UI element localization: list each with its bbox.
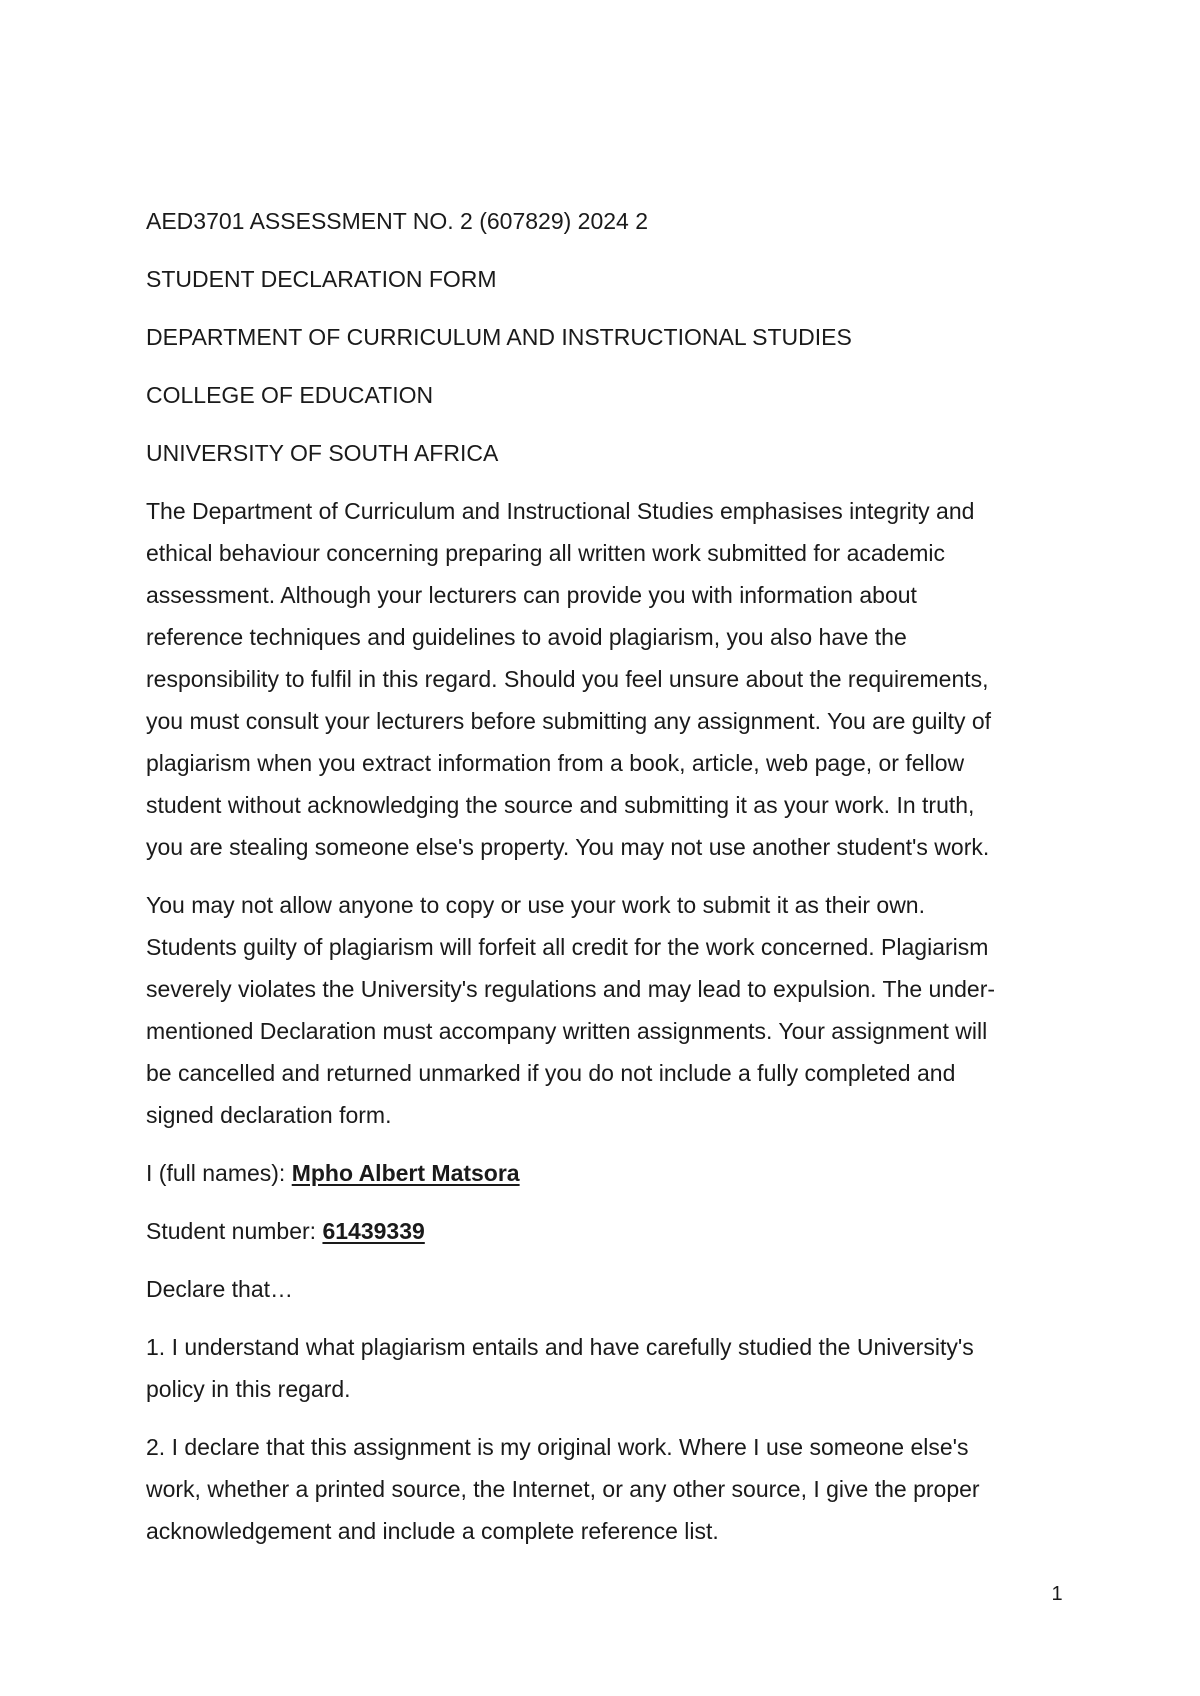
student-number-field [146,1210,1056,1252]
student-number-label: Student number: [146,1218,323,1244]
declaration-line: 2. I declare that this assignment is my original work. Where I use someone else's [146,1434,969,1460]
paragraph-line: you are stealing someone else's property. You may not use another student's work. [146,834,990,860]
page-number: 1 [1051,1583,1063,1605]
paragraph-line: mentioned Declaration must accompany written assignments. Your assignment will [146,1018,988,1044]
paragraph-line: The Department of Curriculum and Instructional Studies emphasises integrity and [146,498,975,524]
full-name-field [146,1152,1056,1194]
paragraph-line: plagiarism when you extract information from a book, article, web page, or fellow [146,750,965,776]
plagiarism-paragraph-2 [146,884,1056,1136]
declaration-line: 1. I understand what plagiarism entails and have carefully studied the University's [146,1334,974,1360]
paragraph-line: You may not allow anyone to copy or use your work to submit it as their own. [146,892,925,918]
paragraph-line: Students guilty of plagiarism will forfeit all credit for the work concerned. Plagiarism [146,934,989,960]
paragraph-line: severely violates the University's regulations and may lead to expulsion. The under- [146,976,996,1002]
plagiarism-paragraph-1 [146,490,1056,868]
declare-intro: Declare that… [146,1276,294,1302]
document-content [146,200,1056,1568]
college-name: COLLEGE OF EDUCATION [146,382,434,408]
declaration-line: work, whether a printed source, the Internet, or any other source, I give the proper [146,1476,980,1502]
paragraph-line: be cancelled and returned unmarked if you do not include a fully completed and [146,1060,956,1086]
paragraph-line: ethical behaviour concerning preparing all written work submitted for academic [146,540,946,566]
paragraph-line: reference techniques and guidelines to avoid plagiarism, you also have the [146,624,907,650]
paragraph-line: signed declaration form. [146,1102,392,1128]
full-name-label: I (full names): [146,1160,292,1186]
paragraph-line: student without acknowledging the source and submitting it as your work. In truth, [146,792,975,818]
student-number-value: 61439339 [322,1218,425,1244]
declaration-line: policy in this regard. [146,1376,351,1402]
university-name: UNIVERSITY OF SOUTH AFRICA [146,440,499,466]
declaration-item-2 [146,1426,1056,1552]
department-name: DEPARTMENT OF CURRICULUM AND INSTRUCTIONAL STUDIES [146,324,852,350]
declaration-item-1 [146,1326,1056,1410]
paragraph-line: responsibility to fulfil in this regard. Should you feel unsure about the requirements, [146,666,989,692]
declaration-line: acknowledgement and include a complete reference list. [146,1518,719,1544]
form-title: STUDENT DECLARATION FORM [146,266,497,292]
paragraph-line: assessment. Although your lecturers can provide you with information about [146,582,917,608]
paragraph-line: you must consult your lecturers before submitting any assignment. You are guilty of [146,708,992,734]
full-name-value: Mpho Albert Matsora [291,1160,520,1186]
course-line: AED3701 ASSESSMENT NO. 2 (607829) 2024 2 [146,208,649,234]
